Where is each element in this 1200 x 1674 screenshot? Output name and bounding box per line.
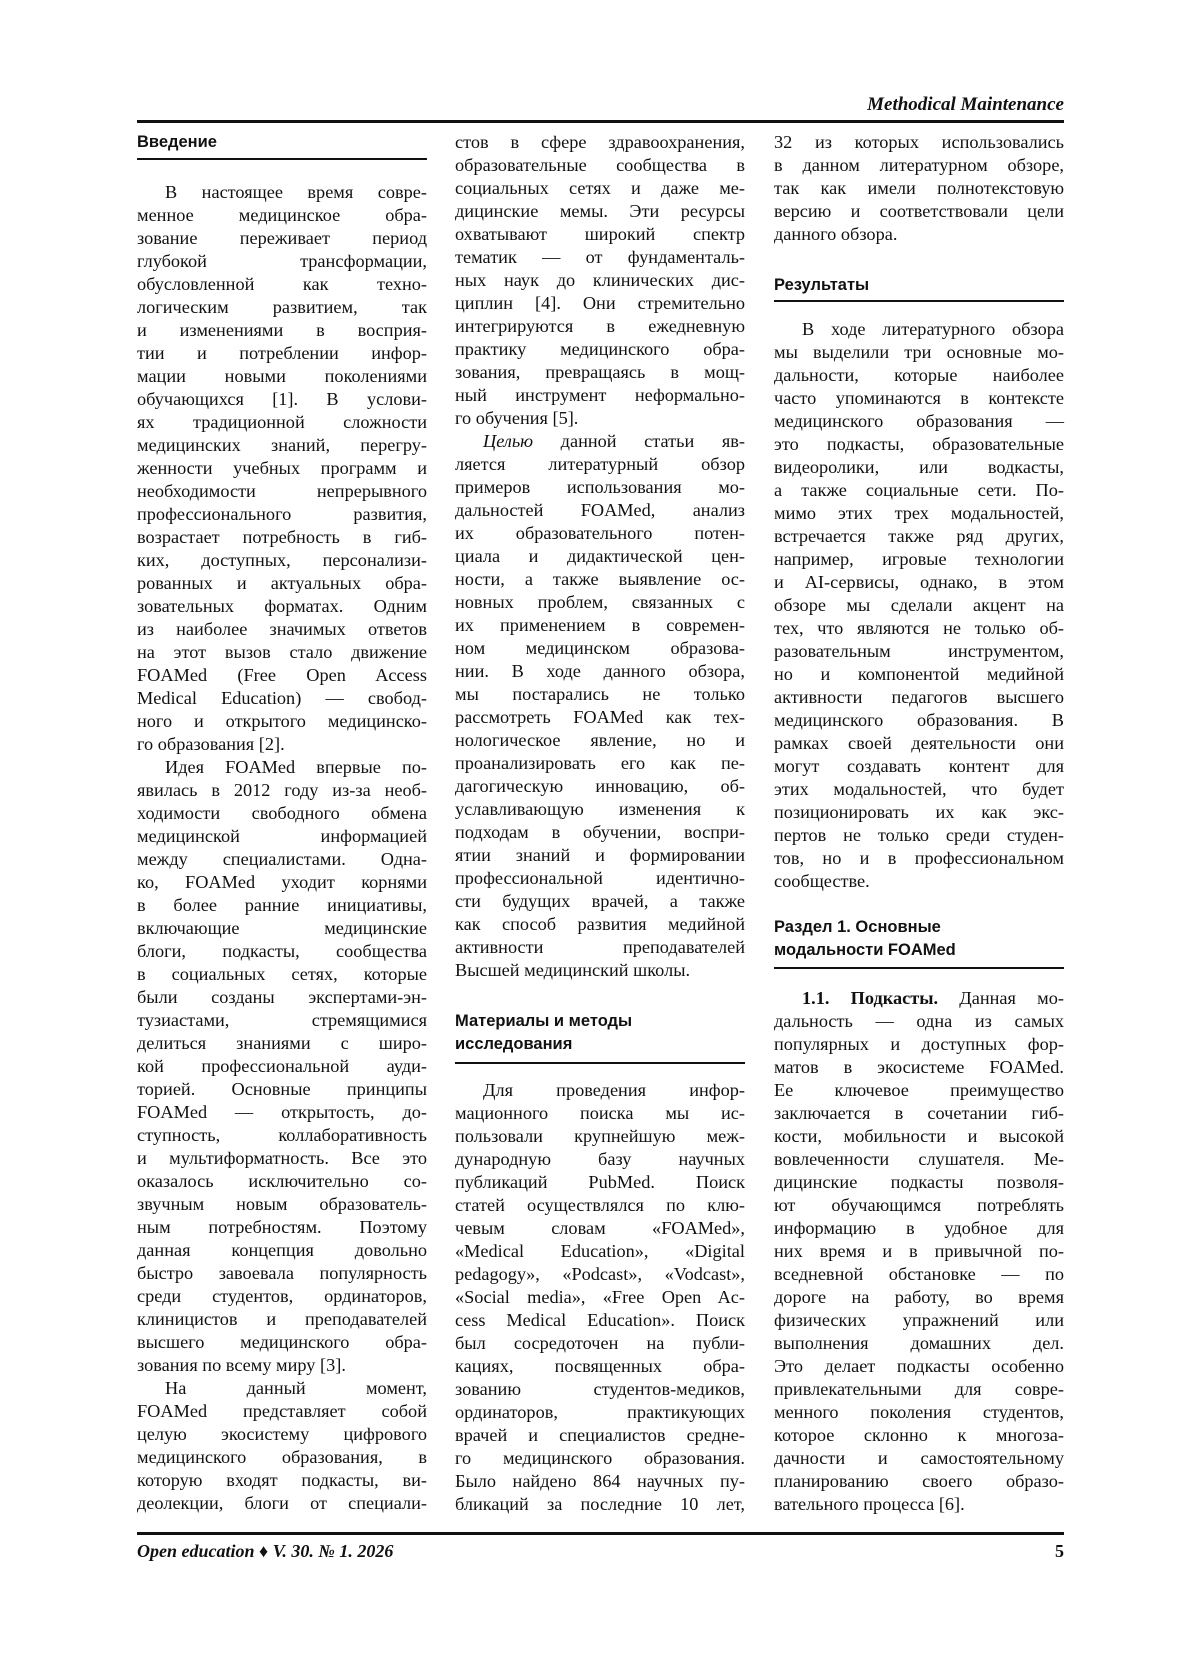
text-line: ятии знаний и формировании xyxy=(455,845,745,865)
volume-issue: V. 30. № 1. 2026 xyxy=(272,1541,394,1561)
text-line: социальных сетях и даже ме- xyxy=(455,178,745,198)
section-heading xyxy=(774,916,1064,962)
text-line: медицинской информацией xyxy=(137,826,427,846)
text-line: тематик — от фундаменталь- xyxy=(455,247,745,267)
text-line: мы постарались не только xyxy=(455,684,745,704)
text-line: высшего медицинского обра- xyxy=(137,1332,427,1352)
text-line: них время и в привычной по- xyxy=(774,1241,1064,1261)
text-line: мы выделили три основные мо- xyxy=(774,342,1064,362)
text-line: матов в экосистеме FOAMed. xyxy=(774,1057,1064,1077)
paragraph xyxy=(137,756,427,1377)
text-line: кости, мобильности и высокой xyxy=(774,1126,1064,1146)
text-line: примеров использования мо- xyxy=(455,477,745,497)
text-line: врачей и специалистов средне- xyxy=(455,1425,745,1445)
text-line: деолекции, блоги от специали- xyxy=(137,1493,427,1513)
text-line: их образовательного потен- xyxy=(455,523,745,543)
text-line: этих модальностей, что будет xyxy=(774,779,1064,799)
text-line: ного и открытого медицинско- xyxy=(137,711,427,731)
text-line: из наиболее значимых ответов xyxy=(137,619,427,639)
text-line: тузиастами, стремящимися xyxy=(137,1010,427,1030)
text-line: популярных и доступных фор- xyxy=(774,1034,1064,1054)
text-line: pedagogy», «Podcast», «Vodcast», xyxy=(455,1264,745,1284)
text-line: статей осуществлялся по клю- xyxy=(455,1195,745,1215)
paragraph xyxy=(137,181,427,756)
text-line: Идея FOAMed впервые по- xyxy=(165,757,427,777)
text-line: зования по всему миру [3]. xyxy=(137,1355,346,1375)
text-line: могут создавать контент для xyxy=(774,756,1064,776)
heading-line: Раздел 1. Основные xyxy=(774,918,941,936)
text-line: среди студентов, ординаторов, xyxy=(137,1286,427,1306)
text-line: дународную базу научных xyxy=(455,1149,745,1169)
text-line: дагогическую инновацию, об- xyxy=(455,776,745,796)
text-line: зованию студентов-медиков, xyxy=(455,1379,745,1399)
text-line: между специалистами. Одна- xyxy=(137,849,427,869)
text-line: позиционировать их как экс- xyxy=(774,802,1064,822)
text-line: медицинского образования. В xyxy=(774,710,1064,730)
text-line: звучным новым образователь- xyxy=(137,1194,427,1214)
text-line: например, игровые технологии xyxy=(774,549,1064,569)
text-line: это подкасты, образовательные xyxy=(774,434,1064,454)
text-line: обучающихся [1]. В услови- xyxy=(137,389,427,409)
diamond-separator: ♦ xyxy=(259,1541,269,1561)
paragraph xyxy=(774,987,1064,1516)
heading-line: модальности FOAMed xyxy=(774,941,956,959)
text-line: целую экосистему цифрового xyxy=(137,1424,427,1444)
text-line: ходимости свободного обмена xyxy=(137,803,427,823)
text-line: их применением в современ- xyxy=(455,615,745,635)
text-line: которое склонно к многоза- xyxy=(774,1425,1064,1445)
heading-underline xyxy=(455,1062,745,1064)
text-line: Целью данной статьи яв- xyxy=(483,431,745,451)
text-line: и мультиформатность. Все это xyxy=(137,1148,427,1168)
footer-citation xyxy=(137,1541,393,1562)
text-line: менное медицинское обра- xyxy=(137,205,427,225)
text-line: ляется литературный обзор xyxy=(455,454,745,474)
text-line: обзоре мы сделали акцент на xyxy=(774,595,1064,615)
text-line: были созданы экспертами-эн- xyxy=(137,987,427,1007)
text-line: кой профессиональной ауди- xyxy=(137,1056,427,1076)
text-line: В настоящее время совре- xyxy=(165,182,427,202)
header-rule xyxy=(137,120,1064,123)
text-line: ких, доступных, персонализи- xyxy=(137,550,427,570)
text-line: ях традиционной сложности xyxy=(137,412,427,432)
text-line: На данный момент, xyxy=(165,1378,427,1398)
text-line: тех, что являются не только об- xyxy=(774,618,1064,638)
text-line: ординаторов, практикующих xyxy=(455,1402,745,1422)
text-line: необходимости непрерывного xyxy=(137,481,427,501)
text-line: практику медицинского обра- xyxy=(455,339,745,359)
paragraph xyxy=(455,430,745,982)
text-line: ном медицинском образова- xyxy=(455,638,745,658)
text-line: зования, превращаясь в мощ- xyxy=(455,362,745,382)
text-line: выполнения домашних дел. xyxy=(774,1333,1064,1353)
text-line: мационного поиска мы ис- xyxy=(455,1103,745,1123)
text-line: явилась в 2012 году из-за необ- xyxy=(137,780,427,800)
page-number: 5 xyxy=(1055,1541,1064,1561)
text-line: го медицинского образования. xyxy=(455,1448,745,1468)
text-line: «Social media», «Free Open Ac- xyxy=(455,1287,745,1307)
text-line: в данном литературном обзоре, xyxy=(774,155,1064,175)
text-line: вательного процесса [6]. xyxy=(774,1494,965,1514)
text-line: новных проблем, связанных с xyxy=(455,592,745,612)
text-line: 32 из которых использовались xyxy=(774,132,1064,152)
text-line: бликаций за последние 10 лет, xyxy=(455,1494,745,1514)
paragraph xyxy=(137,1377,427,1515)
text-line: активности педагогов высшего xyxy=(774,687,1064,707)
paragraph xyxy=(455,1079,745,1516)
text-line: Это делает подкасты особенно xyxy=(774,1356,1064,1376)
footer-rule xyxy=(137,1532,1064,1535)
text-line: но и компонентой медийной xyxy=(774,664,1064,684)
text-line: клиницистов и преподавателей xyxy=(137,1309,427,1329)
text-line: вседневной обстановке — по xyxy=(774,1264,1064,1284)
text-line: рассмотреть FOAMed как тех- xyxy=(455,707,745,727)
section-heading xyxy=(455,1010,745,1056)
text-line: Ее ключевое преимущество xyxy=(774,1080,1064,1100)
text-line: данная концепция довольно xyxy=(137,1240,427,1260)
text-line: так как имели полнотекстовую xyxy=(774,178,1064,198)
text-line: дальностей FOAMed, анализ xyxy=(455,500,745,520)
heading-underline xyxy=(774,967,1064,969)
text-line: рамках своей деятельности они xyxy=(774,733,1064,753)
text-line: Medical Education) — свобод- xyxy=(137,688,427,708)
text-line: которую входят подкасты, ви- xyxy=(137,1470,427,1490)
text-line: был сосредоточен на публи- xyxy=(455,1333,745,1353)
text-line: тии и потреблении инфор- xyxy=(137,343,427,363)
text-line: ступность, коллаборативность xyxy=(137,1125,427,1145)
text-line: разовательным инструментом, xyxy=(774,641,1064,661)
text-line: FOAMed представляет собой xyxy=(137,1401,427,1421)
text-line: стов в сфере здравоохранения, xyxy=(455,132,745,152)
text-line: «Medical Education», «Digital xyxy=(455,1241,745,1261)
text-line: подходам в обучении, воспри- xyxy=(455,822,745,842)
paragraph xyxy=(455,131,745,430)
text-line: уславливающую изменения к xyxy=(455,799,745,819)
text-line: привлекательными для совре- xyxy=(774,1379,1064,1399)
text-line: быстро завоевала популярность xyxy=(137,1263,427,1283)
text-line: данного обзора. xyxy=(774,224,898,244)
text-line: пользовали крупнейшую меж- xyxy=(455,1126,745,1146)
text-line: мимо этих трех модальностей, xyxy=(774,503,1064,523)
text-line: дальности, которые наиболее xyxy=(774,365,1064,385)
text-line: кациях, посвященных обра- xyxy=(455,1356,745,1376)
text-line: профессиональной идентично- xyxy=(455,868,745,888)
text-line: активности преподавателей xyxy=(455,937,745,957)
section-heading xyxy=(137,131,427,154)
text-line: ности, а также выявление ос- xyxy=(455,569,745,589)
section-heading xyxy=(774,274,1064,297)
text-line: информацию в удобное для xyxy=(774,1218,1064,1238)
text-line: интегрируются в ежедневную xyxy=(455,316,745,336)
text-line: Для проведения инфор- xyxy=(483,1080,745,1100)
running-head-section: Methodical Maintenance xyxy=(867,94,1064,115)
text-line: Было найдено 864 научных пу- xyxy=(455,1471,745,1491)
text-line: циплин [4]. Они стремительно xyxy=(455,293,745,313)
text-line: а также социальные сети. По- xyxy=(774,480,1064,500)
text-line: и AI-сервисы, однако, в этом xyxy=(774,572,1064,592)
text-line: дороге на работу, во время xyxy=(774,1287,1064,1307)
text-line: блоги, подкасты, сообщества xyxy=(137,941,427,961)
text-line: медицинских знаний, перегру- xyxy=(137,435,427,455)
text-line: делиться знаниями с широ- xyxy=(137,1033,427,1053)
text-line: ко, FOAMed уходит корнями xyxy=(137,872,427,892)
text-line: и изменениями в восприя- xyxy=(137,320,427,340)
text-line: дицинские мемы. Эти ресурсы xyxy=(455,201,745,221)
text-line: охватывают широкий спектр xyxy=(455,224,745,244)
text-line: сообществе. xyxy=(774,871,870,891)
text-line: вовлеченности слушателя. Ме- xyxy=(774,1149,1064,1169)
text-line: профессионального развития, xyxy=(137,504,427,524)
text-line: ным потребностям. Поэтому xyxy=(137,1217,427,1237)
text-line: видеоролики, или водкасты, xyxy=(774,457,1064,477)
text-line: логическим развитием, так xyxy=(137,297,427,317)
text-line: менного поколения студентов, xyxy=(774,1402,1064,1422)
paragraph xyxy=(774,131,1064,246)
text-line: тов, но и в профессиональном xyxy=(774,848,1064,868)
text-line: ный инструмент неформально- xyxy=(455,385,745,405)
paragraph xyxy=(774,318,1064,893)
text-line: версию и соответствовали цели xyxy=(774,201,1064,221)
text-line: дальность — одна из самых xyxy=(774,1011,1064,1031)
text-line: планированию своего образо- xyxy=(774,1471,1064,1491)
text-line: зование переживает период xyxy=(137,228,427,248)
text-line: глубокой трансформации, xyxy=(137,251,427,271)
text-line: на этот вызов стало движение xyxy=(137,642,427,662)
text-line: зовательных форматах. Одним xyxy=(137,596,427,616)
text-line: в социальных сетях, которые xyxy=(137,964,427,984)
text-line: го образования [2]. xyxy=(137,734,285,754)
text-line: нии. В ходе данного обзора, xyxy=(455,661,745,681)
text-line: медицинского образования — xyxy=(774,411,1064,431)
text-line: го обучения [5]. xyxy=(455,408,579,428)
heading-line: исследования xyxy=(455,1035,573,1053)
text-line: в более ранние инициативы, xyxy=(137,895,427,915)
text-line: часто упоминаются в контексте xyxy=(774,388,1064,408)
emphasis: Целью xyxy=(483,431,534,451)
heading-line: Материалы и методы xyxy=(455,1012,633,1030)
text-line: рованных и актуальных обра- xyxy=(137,573,427,593)
text-line: нологическое явление, но и xyxy=(455,730,745,750)
text-line: cess Medical Education». Поиск xyxy=(455,1310,745,1330)
text-line: FOAMed — открытость, до- xyxy=(137,1102,427,1122)
text-line: обусловленной как техно- xyxy=(137,274,427,294)
text-line: образовательные сообщества в xyxy=(455,155,745,175)
text-line: заключается в сочетании гиб- xyxy=(774,1103,1064,1123)
text-line: циала и дидактической цен- xyxy=(455,546,745,566)
text-line: дицинские подкасты позволя- xyxy=(774,1172,1064,1192)
text-line: чевым словам «FOAMed», xyxy=(455,1218,745,1238)
text-line: ют обучающимся потреблять xyxy=(774,1195,1064,1215)
heading-line: Результаты xyxy=(774,276,870,294)
text-line: сти будущих врачей, а также xyxy=(455,891,745,911)
text-line: женности учебных программ и xyxy=(137,458,427,478)
text-line: Высшей медицинский школы. xyxy=(455,960,691,980)
text-line: публикаций PubMed. Поиск xyxy=(455,1172,745,1192)
text-line: включающие медицинские xyxy=(137,918,427,938)
heading-underline xyxy=(137,158,427,160)
bold-lead: 1.1. Подкасты. xyxy=(802,988,939,1008)
text-line: В ходе литературного обзора xyxy=(802,319,1064,339)
text-line: пертов не только среди студен- xyxy=(774,825,1064,845)
heading-underline xyxy=(774,300,1064,302)
text-line: физических упражнений или xyxy=(774,1310,1064,1330)
text-line: мации новыми поколениями xyxy=(137,366,427,386)
text-line: возрастает потребность в гиб- xyxy=(137,527,427,547)
text-line: проанализировать его как пе- xyxy=(455,753,745,773)
text-line: как способ развития медийной xyxy=(455,914,745,934)
text-line: FOAMed (Free Open Access xyxy=(137,665,427,685)
text-line: оказалось исключительно со- xyxy=(137,1171,427,1191)
text-line: ных наук до клинических дис- xyxy=(455,270,745,290)
text-line: дачности и самостоятельному xyxy=(774,1448,1064,1468)
journal-name: Open education xyxy=(137,1541,255,1561)
heading-line: Введение xyxy=(137,133,217,151)
text-line: 1.1. Подкасты. Данная мо- xyxy=(802,988,1064,1008)
text-line: медицинского образования, в xyxy=(137,1447,427,1467)
text-line: торией. Основные принципы xyxy=(137,1079,427,1099)
text-line: встречается также ряд других, xyxy=(774,526,1064,546)
